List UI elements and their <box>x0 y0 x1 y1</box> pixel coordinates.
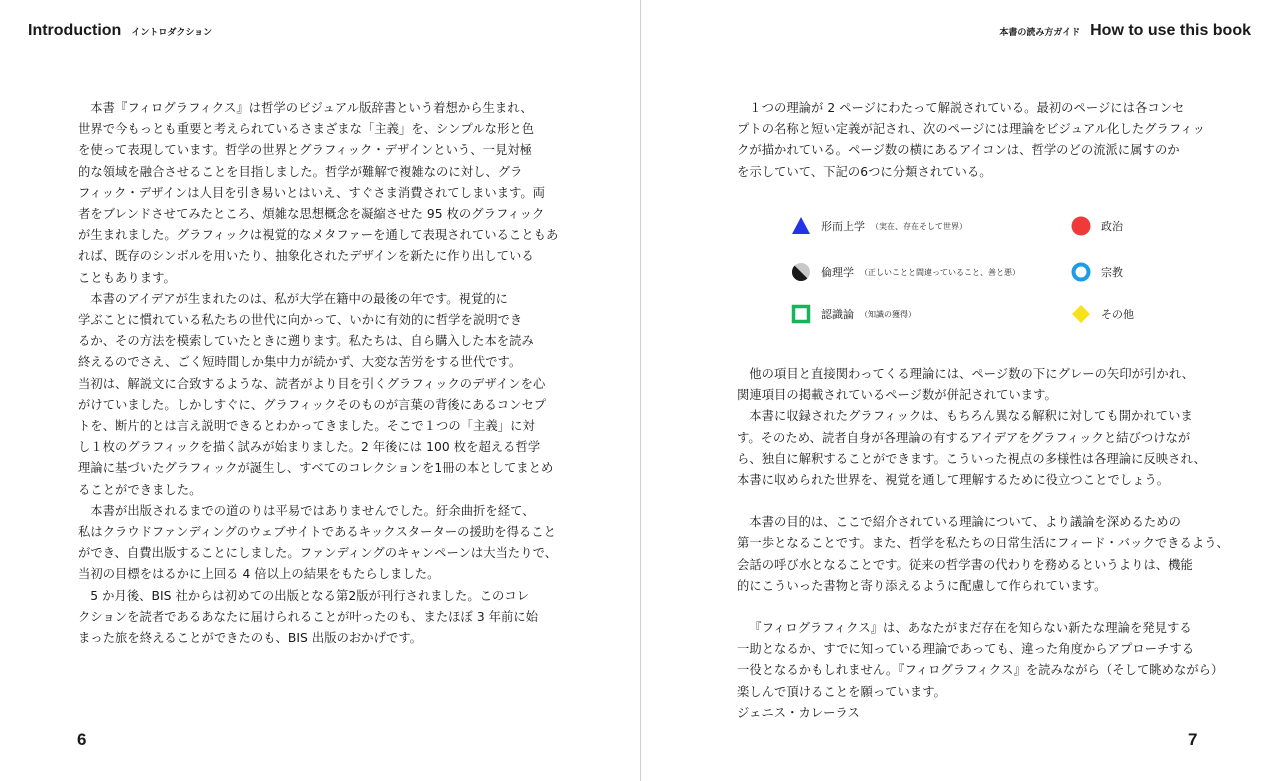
text-line: れば、既存のシンボルを用いたり、抽象化されたデザインを新たに作り出している <box>78 249 534 264</box>
text-line: 世界で今もっとも重要と考えられているさまざまな「主義」を、シンプルな形と色 <box>78 122 535 137</box>
legend-label: 宗教 <box>1101 266 1123 279</box>
text-line: 『フィログラフィクス』は、あなたがまだ存在を知らない新たな理論を発見する <box>749 621 1192 636</box>
intro-body-text <box>78 98 558 649</box>
section-title-jp: イントロダクション <box>131 28 213 38</box>
text-line: 本書のアイデアが生まれたのは、私が大学在籍中の最後の年です。視覚的に <box>90 291 509 306</box>
text-line: 関連項目の掲載されているページ数が併記されています。 <box>737 388 1057 403</box>
section-title-en: Introduction <box>28 22 122 39</box>
page-number-right: 7 <box>1188 730 1198 749</box>
section-title-jp: 本書の読み方ガイド <box>999 28 1081 38</box>
section-title-en: How to use this book <box>1090 22 1251 39</box>
text-line: 一助となるか、すでに知っている理論であっても、違った角度からアプローチする <box>737 642 1195 657</box>
half-circle-icon <box>791 262 811 282</box>
yellow-diamond-icon <box>1071 304 1091 324</box>
text-line: るか、その方法を模索していたときに遡ります。私たちは、自ら購入した本を読み <box>78 334 534 349</box>
text-line: 的にこういった書物と寄り添えるように配慮して作られています。 <box>737 578 1107 593</box>
text-line: 本書『フィログラフィクス』は哲学のビジュアル版辞書という着想から生まれ、 <box>90 101 533 115</box>
blue-ring-icon <box>1071 262 1091 282</box>
legend-note: （実在、存在そして世界） <box>871 221 967 231</box>
text-line: まった旅を終えることができたのも、BIS 出版のおかげです。 <box>78 631 423 646</box>
legend-label: 政治 <box>1101 220 1123 233</box>
legend-label: 認識論 <box>821 308 854 321</box>
text-line: 終えるのでさえ、ごく短時間しか集中力が続かず、大変な苦労をする世代です。 <box>78 355 522 370</box>
text-line: 理論に基づいたグラフィックが誕生し、すべてのコレクションを1冊の本としてまとめ <box>78 461 554 476</box>
text-line: 5 か月後、BIS 社からは初めての出版となる第2版が刊行されました。このコレ <box>90 588 530 603</box>
text-line: プトの名称と短い定義が記され、次のページには理論をビジュアル化したグラフィッ <box>737 122 1205 137</box>
text-line: し１枚のグラフィックを描く試みが始まりました。2 年後には 100 枚を超える哲学 <box>78 440 541 455</box>
text-line: す。そのため、読者自身が各理論の有するアイデアをグラフィックと結びつけなが <box>737 430 1191 445</box>
text-line: １つの理論が 2 ページにわたって解説されている。最初のページには各コンセ <box>749 101 1185 115</box>
text-line: 学ぶことに慣れている私たちの世代に向かって、いかに有効的に哲学を説明でき <box>78 313 523 328</box>
running-header-left <box>28 22 212 40</box>
text-line: 当初の目標をはるかに上回る 4 倍以上の結果をもたらしました。 <box>78 567 440 582</box>
running-header-right <box>999 22 1251 40</box>
legend-note: （正しいことと間違っていること、善と悪） <box>860 267 1020 277</box>
legend-label: 形而上学 <box>821 220 865 233</box>
text-line: こともあります。 <box>78 270 176 285</box>
category-legend <box>791 213 1191 333</box>
text-line: ることができました。 <box>78 482 202 497</box>
legend-label: 倫理学 <box>821 266 854 279</box>
text-line: ら、独自に解釈することができます。こういった視点の多様性は各理論に反映され、 <box>737 451 1206 466</box>
page-number-left: 6 <box>77 730 87 749</box>
text-line: 第一歩となることです。また、哲学を私たちの日常生活にフィード・バックできるよう、 <box>737 536 1229 551</box>
legend-item-other <box>1071 304 1134 324</box>
legend-item-epistemology <box>791 304 916 324</box>
green-square-icon <box>791 304 811 324</box>
text-line: フィック・デザインは人目を引き易いとはいえ、すぐさま消費されてしまいます。両 <box>78 185 546 200</box>
legend-item-ethics <box>791 262 1020 282</box>
how-to-body-text <box>737 364 1229 724</box>
paragraph-spacer <box>737 491 1217 512</box>
text-line: 本書が出版されるまでの道のりは平易ではありませんでした。紆余曲折を経て、 <box>90 503 535 518</box>
paragraph-spacer <box>737 597 1217 618</box>
legend-item-metaphysics <box>791 216 967 236</box>
text-line: 本書に収められた世界を、視覚を通して理解するために役立つことでしょう。 <box>737 473 1170 488</box>
text-line: トを、断片的とは言え説明できるとわかってきました。そこで１つの「主義」に対 <box>78 419 535 434</box>
text-line: 本書の目的は、ここで紹介されている理論について、より議論を深めるための <box>749 515 1181 530</box>
text-line: を使って表現しています。哲学の世界とグラフィック・デザインという、一見対極 <box>78 143 533 158</box>
text-line: 楽しんで頂けることを願っています。 <box>737 684 946 699</box>
text-line: がけていました。しかしすぐに、グラフィックそのものが言葉の背後にあるコンセプ <box>78 397 547 412</box>
text-line: を示していて、下記の6つに分類されている。 <box>737 164 992 179</box>
text-line: クが描かれている。ページ数の横にあるアイコンは、哲学のどの流派に属すのか <box>737 143 1180 158</box>
legend-item-religion <box>1071 262 1123 282</box>
text-line: が生まれました。グラフィックは視覚的なメタファーを通して表現されていることもあ <box>78 228 559 243</box>
red-circle-icon <box>1071 216 1091 236</box>
legend-note: （知識の獲得） <box>860 309 916 319</box>
author-signature: ジェニス・カレーラス <box>737 705 860 720</box>
how-to-intro-text <box>737 98 1217 183</box>
text-line: 一役となるかもしれません。『フィログラフィクス』を読みながら（そして眺めながら） <box>737 663 1224 678</box>
right-page <box>641 0 1280 781</box>
text-line: 会話の呼び水となることです。従来の哲学書の代わりを務めるというよりは、機能 <box>737 557 1193 572</box>
text-line: 者をブレンドさせてみたところ、煩雑な思想概念を凝縮させた 95 枚のグラフィック <box>78 207 545 222</box>
text-line: 他の項目と直接関わってくる理論には、ページ数の下にグレーの矢印が引かれ、 <box>749 367 1195 381</box>
text-line: ができ、自費出版することにしました。ファンディングのキャンペーンは大当たりで、 <box>78 546 558 561</box>
text-line: クションを読者であるあなたに届けられることが叶ったのも、またほぼ 3 年前に始 <box>78 609 539 624</box>
legend-label: その他 <box>1101 308 1134 321</box>
text-line: 当初は、解説文に合致するような、読者がより目を引くグラフィックのデザインを心 <box>78 376 546 391</box>
text-line: 私はクラウドファンディングのウェブサイトであるキックスターターの援助を得ること <box>78 525 556 540</box>
text-line: 本書に収録されたグラフィックは、もちろん異なる解釈に対しても開かれていま <box>749 409 1193 424</box>
legend-item-politics <box>1071 216 1123 236</box>
text-line: 的な領域を融合させることを目指しました。哲学が難解で複雑なのに対し、グラ <box>78 164 523 179</box>
blue-triangle-icon <box>791 216 811 236</box>
